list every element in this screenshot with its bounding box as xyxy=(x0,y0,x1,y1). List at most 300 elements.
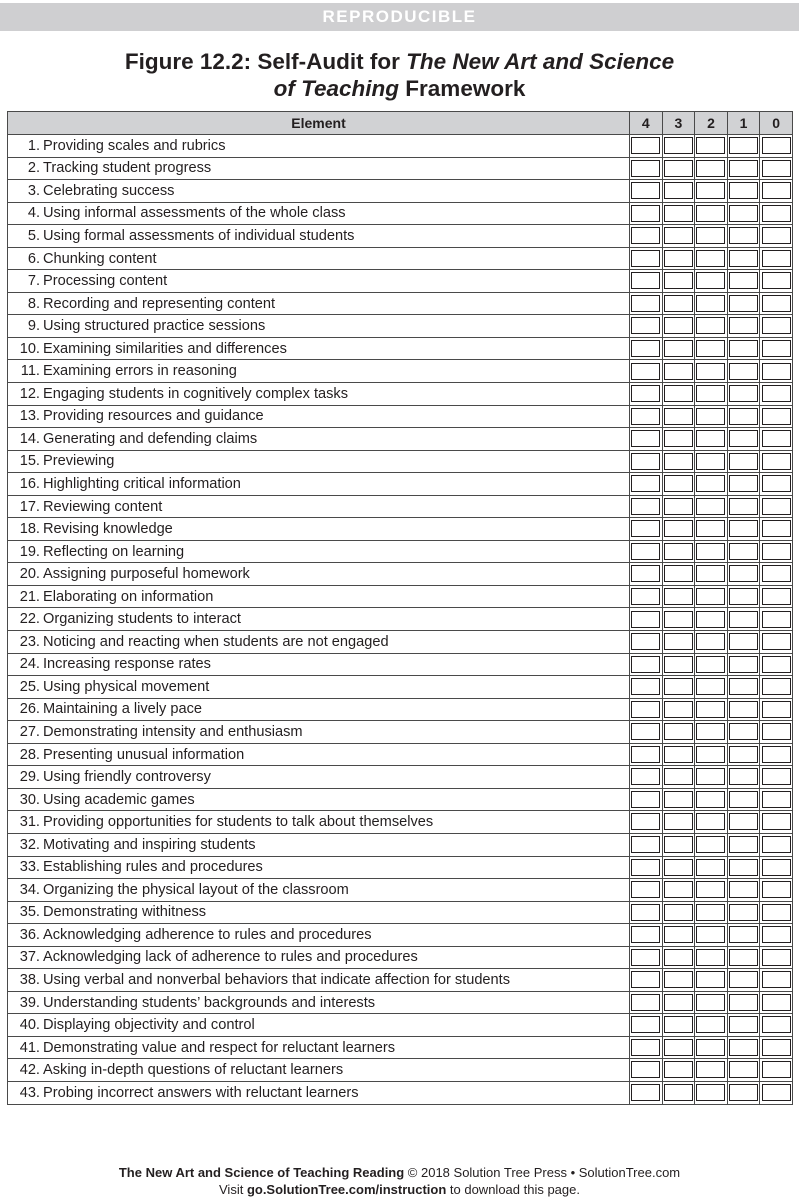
score-checkbox-1[interactable] xyxy=(729,791,758,808)
table-row xyxy=(8,247,793,270)
score-checkbox-3[interactable] xyxy=(664,137,693,154)
score-checkbox-1[interactable] xyxy=(729,272,758,289)
score-cell-1 xyxy=(727,563,760,586)
score-checkbox-3[interactable] xyxy=(664,565,693,582)
element-number: 35. xyxy=(19,904,40,921)
score-checkbox-4[interactable] xyxy=(631,746,660,763)
score-checkbox-4[interactable] xyxy=(631,475,660,492)
score-checkbox-2[interactable] xyxy=(696,836,725,853)
score-checkbox-0[interactable] xyxy=(762,475,791,492)
score-checkbox-0[interactable] xyxy=(762,227,791,244)
score-checkbox-2[interactable] xyxy=(696,250,725,267)
score-checkbox-3[interactable] xyxy=(664,633,693,650)
score-checkbox-4[interactable] xyxy=(631,836,660,853)
score-checkbox-3[interactable] xyxy=(664,340,693,357)
element-label: Noticing and reacting when students are not engaged xyxy=(43,633,389,650)
score-checkbox-3[interactable] xyxy=(664,430,693,447)
score-checkbox-1[interactable] xyxy=(729,994,758,1011)
element-cell xyxy=(8,450,630,473)
score-checkbox-2[interactable] xyxy=(696,588,725,605)
score-cell-3 xyxy=(662,473,695,496)
score-checkbox-1[interactable] xyxy=(729,723,758,740)
score-checkbox-4[interactable] xyxy=(631,859,660,876)
score-checkbox-4[interactable] xyxy=(631,723,660,740)
element-cell xyxy=(8,585,630,608)
score-checkbox-2[interactable] xyxy=(696,971,725,988)
score-checkbox-1[interactable] xyxy=(729,813,758,830)
score-cell-2 xyxy=(695,879,728,902)
score-checkbox-2[interactable] xyxy=(696,813,725,830)
score-checkbox-2[interactable] xyxy=(696,340,725,357)
table-row xyxy=(8,540,793,563)
score-cell-1 xyxy=(727,698,760,721)
score-checkbox-2[interactable] xyxy=(696,205,725,222)
score-checkbox-0[interactable] xyxy=(762,498,791,515)
score-checkbox-1[interactable] xyxy=(729,904,758,921)
score-cell-0 xyxy=(760,676,793,699)
score-checkbox-1[interactable] xyxy=(729,611,758,628)
score-cell-2 xyxy=(695,405,728,428)
score-checkbox-3[interactable] xyxy=(664,520,693,537)
score-checkbox-1[interactable] xyxy=(729,1039,758,1056)
score-checkbox-0[interactable] xyxy=(762,791,791,808)
score-checkbox-2[interactable] xyxy=(696,656,725,673)
score-checkbox-3[interactable] xyxy=(664,227,693,244)
score-checkbox-3[interactable] xyxy=(664,723,693,740)
score-checkbox-3[interactable] xyxy=(664,1061,693,1078)
score-checkbox-1[interactable] xyxy=(729,430,758,447)
element-cell xyxy=(8,698,630,721)
score-cell-2 xyxy=(695,247,728,270)
table-row xyxy=(8,676,793,699)
score-checkbox-1[interactable] xyxy=(729,588,758,605)
score-checkbox-1[interactable] xyxy=(729,768,758,785)
score-checkbox-4[interactable] xyxy=(631,1084,660,1101)
score-checkbox-2[interactable] xyxy=(696,543,725,560)
self-audit-table xyxy=(7,111,793,1105)
score-cell-0 xyxy=(760,924,793,947)
score-checkbox-3[interactable] xyxy=(664,543,693,560)
score-checkbox-4[interactable] xyxy=(631,408,660,425)
score-checkbox-4[interactable] xyxy=(631,363,660,380)
score-checkbox-3[interactable] xyxy=(664,904,693,921)
score-checkbox-4[interactable] xyxy=(631,272,660,289)
score-cell-2 xyxy=(695,991,728,1014)
score-checkbox-2[interactable] xyxy=(696,768,725,785)
score-checkbox-2[interactable] xyxy=(696,791,725,808)
score-checkbox-1[interactable] xyxy=(729,746,758,763)
score-checkbox-0[interactable] xyxy=(762,385,791,402)
score-checkbox-2[interactable] xyxy=(696,1084,725,1101)
score-checkbox-4[interactable] xyxy=(631,678,660,695)
score-cell-3 xyxy=(662,428,695,451)
score-checkbox-2[interactable] xyxy=(696,182,725,199)
score-checkbox-0[interactable] xyxy=(762,1061,791,1078)
score-cell-0 xyxy=(760,1081,793,1104)
score-checkbox-1[interactable] xyxy=(729,182,758,199)
score-checkbox-0[interactable] xyxy=(762,137,791,154)
score-checkbox-2[interactable] xyxy=(696,385,725,402)
element-label: Elaborating on information xyxy=(43,588,214,605)
element-label: Using friendly controversy xyxy=(43,769,211,786)
score-checkbox-2[interactable] xyxy=(696,137,725,154)
element-cell xyxy=(8,518,630,541)
score-checkbox-1[interactable] xyxy=(729,137,758,154)
score-checkbox-1[interactable] xyxy=(729,498,758,515)
score-checkbox-0[interactable] xyxy=(762,746,791,763)
score-cell-1 xyxy=(727,157,760,180)
table-row xyxy=(8,879,793,902)
score-checkbox-3[interactable] xyxy=(664,588,693,605)
score-checkbox-2[interactable] xyxy=(696,633,725,650)
score-checkbox-2[interactable] xyxy=(696,295,725,312)
footer-url[interactable]: go.SolutionTree.com/instruction xyxy=(246,1182,447,1197)
score-checkbox-1[interactable] xyxy=(729,295,758,312)
score-checkbox-3[interactable] xyxy=(664,250,693,267)
score-cell-4 xyxy=(630,1081,663,1104)
score-checkbox-0[interactable] xyxy=(762,588,791,605)
score-checkbox-1[interactable] xyxy=(729,385,758,402)
score-cell-0 xyxy=(760,1014,793,1037)
score-checkbox-4[interactable] xyxy=(631,317,660,334)
score-checkbox-3[interactable] xyxy=(664,813,693,830)
table-row xyxy=(8,450,793,473)
score-checkbox-4[interactable] xyxy=(631,926,660,943)
score-checkbox-3[interactable] xyxy=(664,385,693,402)
table-header-row xyxy=(8,112,793,135)
element-label: Asking in-depth questions of reluctant learners xyxy=(43,1062,344,1079)
score-checkbox-1[interactable] xyxy=(729,340,758,357)
score-checkbox-3[interactable] xyxy=(664,295,693,312)
score-checkbox-1[interactable] xyxy=(729,656,758,673)
score-checkbox-1[interactable] xyxy=(729,250,758,267)
score-checkbox-3[interactable] xyxy=(664,656,693,673)
element-header: Element xyxy=(8,112,630,135)
score-cell-1 xyxy=(727,811,760,834)
score-checkbox-0[interactable] xyxy=(762,904,791,921)
table-row xyxy=(8,405,793,428)
score-cell-2 xyxy=(695,270,728,293)
score-checkbox-1[interactable] xyxy=(729,408,758,425)
score-checkbox-0[interactable] xyxy=(762,949,791,966)
score-checkbox-4[interactable] xyxy=(631,565,660,582)
element-number: 30. xyxy=(19,791,40,808)
score-checkbox-4[interactable] xyxy=(631,340,660,357)
score-checkbox-1[interactable] xyxy=(729,543,758,560)
score-checkbox-2[interactable] xyxy=(696,611,725,628)
score-checkbox-4[interactable] xyxy=(631,137,660,154)
element-label: Reflecting on learning xyxy=(43,543,185,560)
score-checkbox-4[interactable] xyxy=(631,633,660,650)
score-checkbox-3[interactable] xyxy=(664,611,693,628)
element-cell xyxy=(8,292,630,315)
score-checkbox-1[interactable] xyxy=(729,926,758,943)
score-checkbox-4[interactable] xyxy=(631,701,660,718)
score-checkbox-1[interactable] xyxy=(729,701,758,718)
score-checkbox-1[interactable] xyxy=(729,205,758,222)
score-checkbox-1[interactable] xyxy=(729,971,758,988)
score-checkbox-2[interactable] xyxy=(696,701,725,718)
score-checkbox-0[interactable] xyxy=(762,317,791,334)
score-checkbox-0[interactable] xyxy=(762,182,791,199)
score-checkbox-1[interactable] xyxy=(729,453,758,470)
score-checkbox-0[interactable] xyxy=(762,1039,791,1056)
score-checkbox-0[interactable] xyxy=(762,363,791,380)
score-checkbox-1[interactable] xyxy=(729,859,758,876)
score-checkbox-1[interactable] xyxy=(729,1016,758,1033)
score-checkbox-2[interactable] xyxy=(696,160,725,177)
score-checkbox-3[interactable] xyxy=(664,971,693,988)
score-checkbox-0[interactable] xyxy=(762,859,791,876)
score-checkbox-2[interactable] xyxy=(696,498,725,515)
score-checkbox-4[interactable] xyxy=(631,588,660,605)
score-cell-2 xyxy=(695,811,728,834)
score-checkbox-4[interactable] xyxy=(631,768,660,785)
score-checkbox-0[interactable] xyxy=(762,836,791,853)
score-checkbox-3[interactable] xyxy=(664,881,693,898)
score-cell-4 xyxy=(630,856,663,879)
score-checkbox-0[interactable] xyxy=(762,453,791,470)
score-checkbox-3[interactable] xyxy=(664,746,693,763)
score-checkbox-3[interactable] xyxy=(664,1084,693,1101)
score-checkbox-0[interactable] xyxy=(762,160,791,177)
score-checkbox-1[interactable] xyxy=(729,881,758,898)
score-cell-1 xyxy=(727,991,760,1014)
score-checkbox-0[interactable] xyxy=(762,408,791,425)
score-checkbox-2[interactable] xyxy=(696,1061,725,1078)
score-checkbox-3[interactable] xyxy=(664,768,693,785)
score-checkbox-2[interactable] xyxy=(696,994,725,1011)
score-checkbox-4[interactable] xyxy=(631,453,660,470)
score-cell-2 xyxy=(695,766,728,789)
score-checkbox-0[interactable] xyxy=(762,701,791,718)
element-cell xyxy=(8,969,630,992)
table-row xyxy=(8,901,793,924)
score-cell-3 xyxy=(662,788,695,811)
score-checkbox-0[interactable] xyxy=(762,295,791,312)
element-label: Using structured practice sessions xyxy=(43,318,266,335)
element-label: Understanding students’ backgrounds and interests xyxy=(43,994,376,1011)
score-checkbox-2[interactable] xyxy=(696,678,725,695)
score-checkbox-3[interactable] xyxy=(664,317,693,334)
score-checkbox-2[interactable] xyxy=(696,227,725,244)
score-checkbox-4[interactable] xyxy=(631,205,660,222)
score-checkbox-2[interactable] xyxy=(696,272,725,289)
score-checkbox-3[interactable] xyxy=(664,926,693,943)
score-cell-3 xyxy=(662,157,695,180)
score-cell-3 xyxy=(662,247,695,270)
score-checkbox-0[interactable] xyxy=(762,611,791,628)
score-checkbox-1[interactable] xyxy=(729,1061,758,1078)
score-checkbox-2[interactable] xyxy=(696,565,725,582)
score-cell-2 xyxy=(695,924,728,947)
score-checkbox-3[interactable] xyxy=(664,791,693,808)
score-checkbox-0[interactable] xyxy=(762,656,791,673)
score-checkbox-4[interactable] xyxy=(631,227,660,244)
score-checkbox-3[interactable] xyxy=(664,272,693,289)
score-checkbox-4[interactable] xyxy=(631,543,660,560)
score-checkbox-1[interactable] xyxy=(729,949,758,966)
score-checkbox-1[interactable] xyxy=(729,565,758,582)
score-checkbox-2[interactable] xyxy=(696,363,725,380)
element-label: Establishing rules and procedures xyxy=(43,859,263,876)
score-checkbox-2[interactable] xyxy=(696,430,725,447)
score-checkbox-1[interactable] xyxy=(729,1084,758,1101)
score-checkbox-0[interactable] xyxy=(762,1084,791,1101)
score-checkbox-2[interactable] xyxy=(696,859,725,876)
score-checkbox-1[interactable] xyxy=(729,836,758,853)
score-cell-1 xyxy=(727,585,760,608)
score-checkbox-1[interactable] xyxy=(729,227,758,244)
score-checkbox-2[interactable] xyxy=(696,475,725,492)
score-checkbox-3[interactable] xyxy=(664,1039,693,1056)
score-checkbox-3[interactable] xyxy=(664,160,693,177)
score-checkbox-4[interactable] xyxy=(631,813,660,830)
score-checkbox-3[interactable] xyxy=(664,994,693,1011)
score-checkbox-0[interactable] xyxy=(762,250,791,267)
score-checkbox-0[interactable] xyxy=(762,633,791,650)
score-checkbox-2[interactable] xyxy=(696,881,725,898)
table-row xyxy=(8,337,793,360)
score-checkbox-1[interactable] xyxy=(729,520,758,537)
score-cell-2 xyxy=(695,833,728,856)
element-cell xyxy=(8,225,630,248)
score-cell-4 xyxy=(630,473,663,496)
score-checkbox-3[interactable] xyxy=(664,701,693,718)
score-checkbox-4[interactable] xyxy=(631,1039,660,1056)
score-checkbox-3[interactable] xyxy=(664,182,693,199)
score-checkbox-3[interactable] xyxy=(664,475,693,492)
element-cell xyxy=(8,157,630,180)
score-checkbox-4[interactable] xyxy=(631,904,660,921)
table-row xyxy=(8,315,793,338)
score-cell-1 xyxy=(727,608,760,631)
score-checkbox-4[interactable] xyxy=(631,295,660,312)
score-checkbox-4[interactable] xyxy=(631,385,660,402)
element-number: 2. xyxy=(27,160,40,177)
score-checkbox-0[interactable] xyxy=(762,723,791,740)
score-checkbox-4[interactable] xyxy=(631,430,660,447)
score-cell-2 xyxy=(695,901,728,924)
score-checkbox-2[interactable] xyxy=(696,904,725,921)
score-cell-0 xyxy=(760,608,793,631)
score-checkbox-0[interactable] xyxy=(762,768,791,785)
element-number: 19. xyxy=(19,543,40,560)
score-checkbox-0[interactable] xyxy=(762,813,791,830)
score-cell-3 xyxy=(662,698,695,721)
score-cell-0 xyxy=(760,337,793,360)
element-number: 13. xyxy=(19,408,40,425)
score-checkbox-3[interactable] xyxy=(664,363,693,380)
score-checkbox-2[interactable] xyxy=(696,723,725,740)
score-checkbox-0[interactable] xyxy=(762,971,791,988)
score-checkbox-2[interactable] xyxy=(696,926,725,943)
score-checkbox-4[interactable] xyxy=(631,994,660,1011)
score-checkbox-3[interactable] xyxy=(664,453,693,470)
score-checkbox-4[interactable] xyxy=(631,250,660,267)
score-cell-4 xyxy=(630,270,663,293)
score-checkbox-1[interactable] xyxy=(729,363,758,380)
score-checkbox-2[interactable] xyxy=(696,317,725,334)
score-checkbox-4[interactable] xyxy=(631,1016,660,1033)
score-checkbox-0[interactable] xyxy=(762,543,791,560)
score-checkbox-3[interactable] xyxy=(664,836,693,853)
element-cell xyxy=(8,315,630,338)
element-cell xyxy=(8,811,630,834)
score-checkbox-3[interactable] xyxy=(664,859,693,876)
score-checkbox-0[interactable] xyxy=(762,272,791,289)
score-checkbox-2[interactable] xyxy=(696,949,725,966)
score-cell-1 xyxy=(727,1014,760,1037)
score-checkbox-0[interactable] xyxy=(762,926,791,943)
score-checkbox-3[interactable] xyxy=(664,498,693,515)
table-row xyxy=(8,360,793,383)
score-checkbox-4[interactable] xyxy=(631,520,660,537)
element-cell xyxy=(8,473,630,496)
score-cell-3 xyxy=(662,946,695,969)
score-checkbox-0[interactable] xyxy=(762,520,791,537)
score-checkbox-0[interactable] xyxy=(762,205,791,222)
score-checkbox-4[interactable] xyxy=(631,160,660,177)
score-checkbox-2[interactable] xyxy=(696,520,725,537)
score-checkbox-4[interactable] xyxy=(631,182,660,199)
score-checkbox-0[interactable] xyxy=(762,1016,791,1033)
score-checkbox-3[interactable] xyxy=(664,1016,693,1033)
table-row xyxy=(8,1081,793,1104)
score-checkbox-1[interactable] xyxy=(729,317,758,334)
score-checkbox-0[interactable] xyxy=(762,678,791,695)
score-checkbox-1[interactable] xyxy=(729,160,758,177)
score-checkbox-4[interactable] xyxy=(631,791,660,808)
score-checkbox-1[interactable] xyxy=(729,678,758,695)
score-checkbox-0[interactable] xyxy=(762,565,791,582)
score-checkbox-2[interactable] xyxy=(696,408,725,425)
score-checkbox-2[interactable] xyxy=(696,453,725,470)
score-cell-4 xyxy=(630,360,663,383)
score-checkbox-4[interactable] xyxy=(631,1061,660,1078)
score-checkbox-4[interactable] xyxy=(631,656,660,673)
score-checkbox-3[interactable] xyxy=(664,678,693,695)
element-label: Presenting unusual information xyxy=(43,746,245,763)
score-checkbox-0[interactable] xyxy=(762,340,791,357)
table-row xyxy=(8,969,793,992)
score-cell-4 xyxy=(630,495,663,518)
score-checkbox-4[interactable] xyxy=(631,611,660,628)
score-cell-2 xyxy=(695,428,728,451)
element-cell xyxy=(8,833,630,856)
score-checkbox-2[interactable] xyxy=(696,1039,725,1056)
element-cell xyxy=(8,676,630,699)
score-checkbox-4[interactable] xyxy=(631,881,660,898)
score-checkbox-0[interactable] xyxy=(762,430,791,447)
score-cell-3 xyxy=(662,991,695,1014)
element-label: Probing incorrect answers with reluctant learners xyxy=(43,1084,359,1101)
score-checkbox-4[interactable] xyxy=(631,949,660,966)
figure-title xyxy=(0,48,799,102)
score-checkbox-0[interactable] xyxy=(762,994,791,1011)
score-checkbox-0[interactable] xyxy=(762,881,791,898)
score-checkbox-4[interactable] xyxy=(631,971,660,988)
score-checkbox-2[interactable] xyxy=(696,1016,725,1033)
score-checkbox-4[interactable] xyxy=(631,498,660,515)
score-checkbox-1[interactable] xyxy=(729,475,758,492)
score-cell-0 xyxy=(760,292,793,315)
score-checkbox-3[interactable] xyxy=(664,949,693,966)
score-checkbox-3[interactable] xyxy=(664,408,693,425)
score-checkbox-2[interactable] xyxy=(696,746,725,763)
score-checkbox-3[interactable] xyxy=(664,205,693,222)
score-checkbox-1[interactable] xyxy=(729,633,758,650)
